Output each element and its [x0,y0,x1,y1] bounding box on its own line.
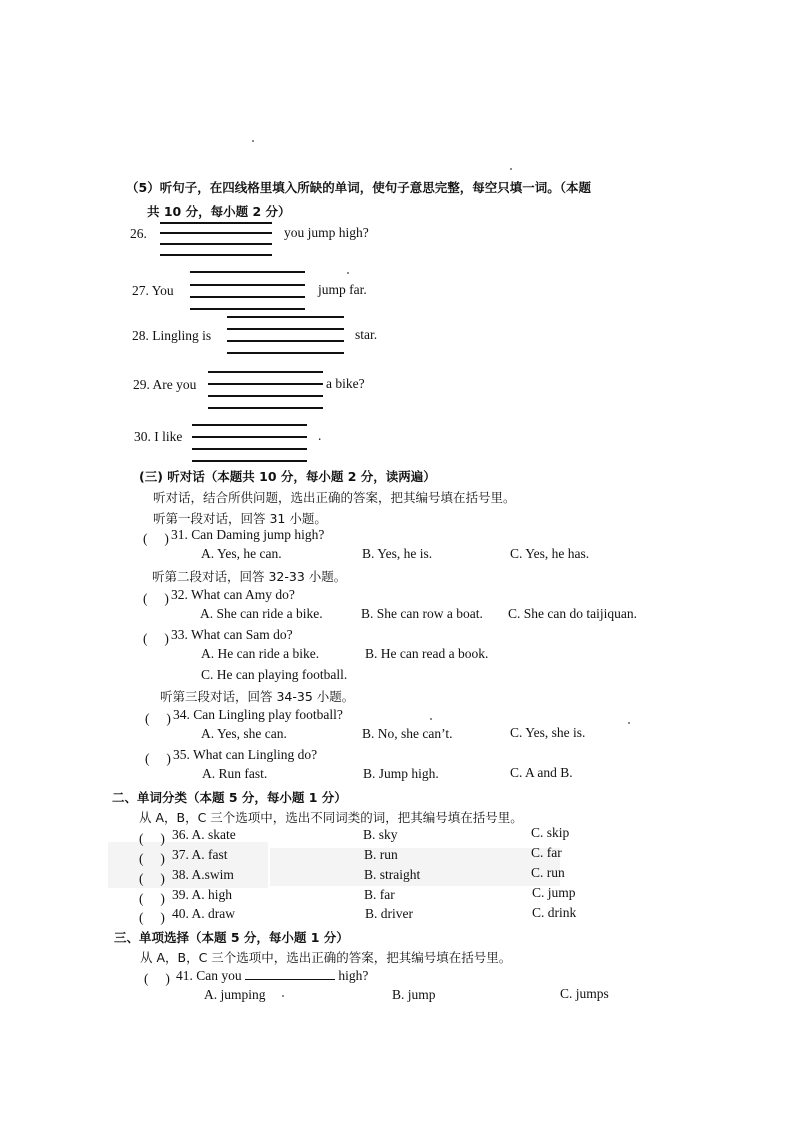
section5-title-line2: 共 10 分，每小题 2 分） [147,204,291,219]
option-a: 39. A. high [172,887,233,902]
answer-bracket[interactable]: ( ) [139,831,165,846]
question-41-end: high? [338,968,369,983]
answer-bracket[interactable]: ( ) [143,631,169,646]
four-line-grid-line [192,448,307,450]
section3-instruction: 听对话，结合所供问题，选出正确的答案，把其编号填在括号里。 [153,490,516,505]
dialog3-prompt: 听第三段对话，回答 34-35 小题。 [160,689,355,704]
part2-title: 二、单词分类（本题 5 分，每小题 1 分） [112,790,347,805]
answer-bracket[interactable]: ( ) [139,891,165,906]
answer-bracket[interactable]: ( ) [145,711,171,726]
option-c: C. He can playing football. [201,667,348,682]
answer-bracket[interactable]: ( ) [139,910,165,925]
q28-number: 28. Lingling is [132,328,212,343]
dialog1-prompt: 听第一段对话，回答 31 小题。 [153,511,327,526]
option-b: B. She can row a boat. [361,606,483,621]
option-b: B. Yes, he is. [362,546,433,561]
option-b: B. run [364,847,398,862]
four-line-grid-line [190,308,305,310]
option-a: 38. A.swim [172,867,234,882]
q27-number: 27. You [132,283,174,298]
option-b: B. driver [365,906,413,921]
question-41-start: 41. Can you [176,968,242,983]
answer-bracket[interactable]: ( ) [144,971,170,986]
part3-instruction: 从 A，B，C 三个选项中，选出正确的答案，把其编号填在括号里。 [140,950,512,965]
answer-bracket[interactable]: ( ) [139,851,165,866]
four-line-grid-line [192,436,307,438]
answer-bracket[interactable]: ( ) [145,751,171,766]
scan-speck [282,995,284,997]
option-b: B. jump [392,987,436,1002]
question-31: 31. Can Daming jump high? [171,527,325,542]
answer-bracket[interactable]: ( ) [143,531,169,546]
option-a: A. Yes, she can. [201,726,287,741]
option-c: C. jumps [560,986,609,1001]
four-line-grid-line [190,296,305,298]
option-c: C. Yes, he has. [510,546,590,561]
four-line-grid-line [227,328,344,330]
q29-text: a bike? [326,376,365,391]
option-c: C. Yes, she is. [510,725,586,740]
dialog2-prompt: 听第二段对话，回答 32-33 小题。 [152,569,347,584]
q26-number: 26. [130,226,147,241]
option-a: 40. A. draw [172,906,235,921]
q29-number: 29. Are you [133,377,197,392]
four-line-grid-line [227,340,344,342]
four-line-grid-line [160,222,272,224]
question-34: 34. Can Lingling play football? [173,707,343,722]
answer-blank[interactable] [245,967,335,980]
q26-text: you jump high? [284,225,369,240]
section3-title: (三) 听对话（本题共 10 分，每小题 2 分，读两遍） [139,469,436,484]
four-line-grid-line [160,243,272,245]
option-a: A. Run fast. [202,766,268,781]
answer-bracket[interactable]: ( ) [143,591,169,606]
four-line-grid-line [208,407,323,409]
four-line-grid-line [208,395,323,397]
section5-title-line1: （5）听句子，在四线格里填入所缺的单词，使句子意思完整，每空只填一词。（本题 [126,180,591,195]
part3-title: 三、单项选择（本题 5 分，每小题 1 分） [114,930,349,945]
scan-speck [252,140,254,142]
four-line-grid-line [227,352,344,354]
four-line-grid-line [192,424,307,426]
option-c: C. jump [532,885,576,900]
option-c: C. run [531,865,565,880]
option-b: B. sky [363,827,398,842]
option-a: A. Yes, he can. [201,546,282,561]
answer-bracket[interactable]: ( ) [139,871,165,886]
scan-speck [628,722,630,724]
option-c: C. She can do taijiquan. [508,606,637,621]
question-32: 32. What can Amy do? [171,587,295,602]
scan-speck [430,718,432,720]
option-b: B. Jump high. [363,766,439,781]
four-line-grid-line [192,460,307,462]
question-33: 33. What can Sam do? [171,627,293,642]
q30-text: . [318,428,322,443]
option-c: C. far [531,845,562,860]
option-b: B. far [364,887,395,902]
option-a: A. He can ride a bike. [201,646,320,661]
option-b: B. He can read a book. [365,646,489,661]
part2-instruction: 从 A，B，C 三个选项中，选出不同词类的词，把其编号填在括号里。 [139,810,523,825]
option-a: A. jumping [204,987,266,1002]
option-c: C. drink [532,905,577,920]
option-a: 36. A. skate [172,827,236,842]
option-a: A. She can ride a bike. [200,606,323,621]
option-a: 37. A. fast [172,847,228,862]
option-b: B. straight [364,867,421,882]
four-line-grid-line [208,383,323,385]
q28-text: star. [355,327,378,342]
option-c: C. A and B. [510,765,573,780]
option-b: B. No, she can’t. [362,726,453,741]
scan-speck [510,168,512,170]
q27-text: jump far. [318,282,367,297]
option-c: C. skip [531,825,570,840]
four-line-grid-line [190,284,305,286]
question-41 [176,967,368,984]
four-line-grid-line [190,271,305,273]
scan-speck [347,272,349,274]
four-line-grid-line [208,371,323,373]
four-line-grid-line [160,254,272,256]
q30-number: 30. I like [134,429,183,444]
question-35: 35. What can Lingling do? [173,747,318,762]
four-line-grid-line [160,232,272,234]
four-line-grid-line [227,316,344,318]
